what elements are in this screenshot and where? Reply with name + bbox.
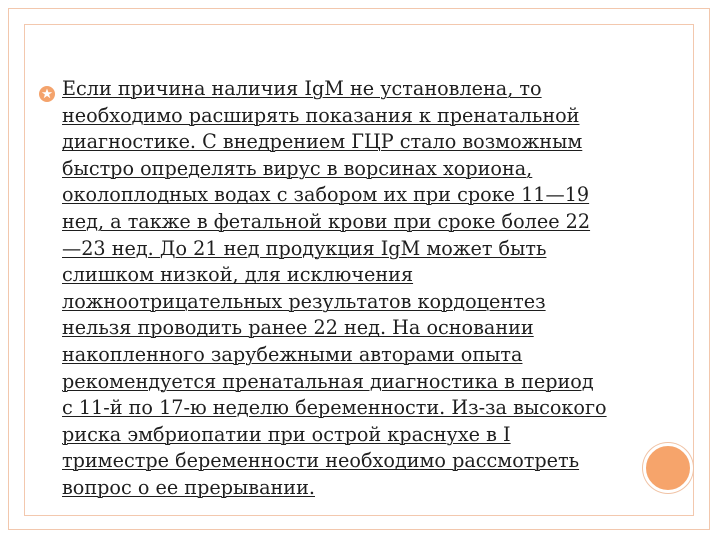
- text-line-10: нельзя проводить ранее 22 нед. На основании: [62, 316, 534, 340]
- text-line-8: слишком низкой, для исключения: [62, 263, 414, 287]
- decorative-circle: [643, 443, 693, 493]
- slide-body-text: [62, 76, 672, 502]
- text-line-5: околоплодных водах с забором их при сроке 11—19: [62, 183, 590, 207]
- text-line-7: —23 нед. До 21 нед продукция IgM может быть: [62, 236, 547, 260]
- text-line-1: Если причина наличия IgM не установлена, то: [62, 77, 542, 100]
- text-line-3: диагностике. С внедрением ГЦР стало возможным: [62, 130, 583, 154]
- text-line-16: вопрос о ее прерывании.: [62, 475, 315, 499]
- text-line-13: с 11-й по 17-ю неделю беременности. Из-за высокого: [62, 396, 607, 420]
- text-line-6: нед, а также в фетальной крови при сроке более 22: [62, 209, 591, 233]
- bullet-icon: [38, 85, 56, 103]
- text-line-12: рекомендуется пренатальная диагностика в период: [62, 369, 594, 393]
- text-line-2: необходимо расширять показания к пренатальной: [62, 103, 580, 127]
- text-line-4: быстро определять вирус в ворсинах хориона,: [62, 156, 533, 180]
- text-line-15: триместре беременности необходимо рассмотреть: [62, 449, 580, 473]
- text-line-11: накопленного зарубежными авторами опыта: [62, 342, 523, 366]
- text-line-14: риска эмбриопатии при острой краснухе в I: [62, 422, 511, 446]
- text-line-9: ложноотрицательных результатов кордоцентез: [62, 289, 546, 313]
